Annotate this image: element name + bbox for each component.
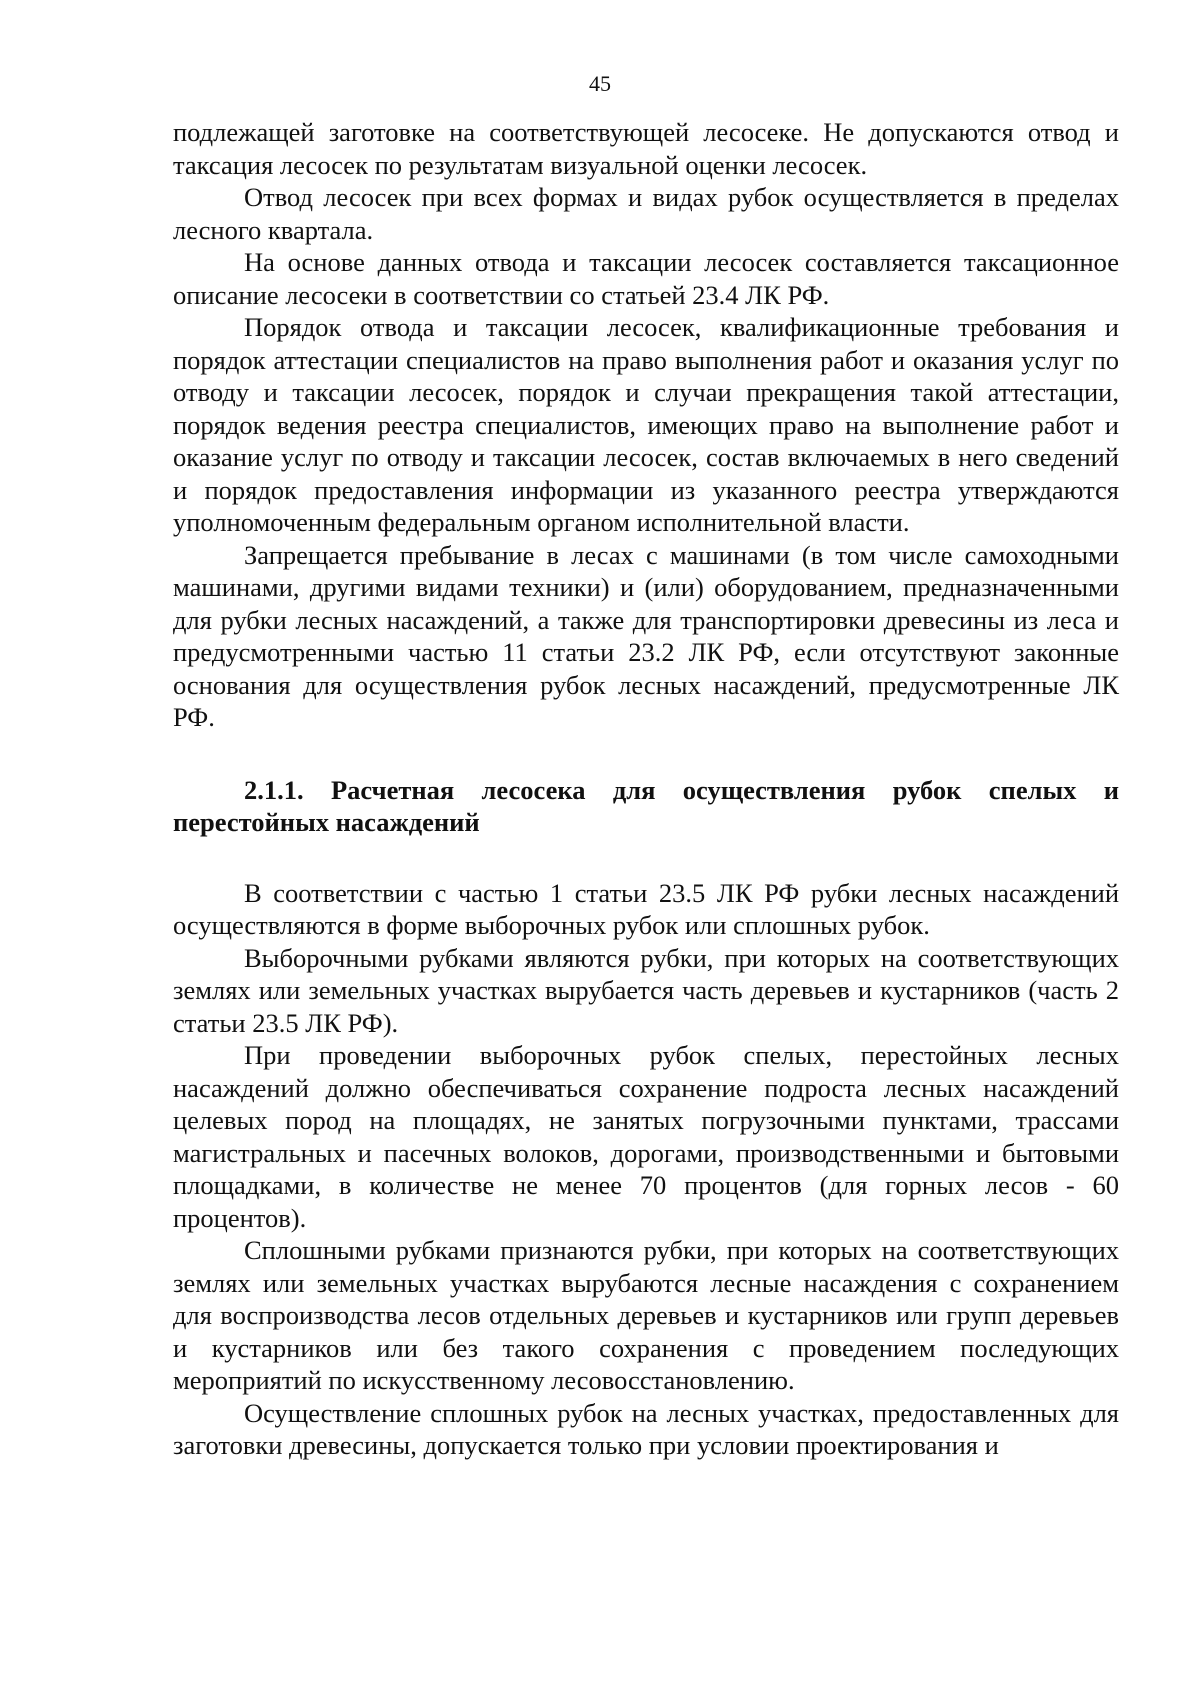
paragraph: Сплошными рубками признаются рубки, при которых на соответствующих землях или земельных участках вырубаются лесные насаждения с сохранением для воспроизводства лесов отдельных деревьев и кустарников или групп деревьев и кустарников или без такого сохранения с проведением последующих мероприятий по искусственному лесовосстановлению. [173, 1235, 1119, 1395]
paragraph: На основе данных отвода и таксации лесосек составляется таксационное описание лесосеки в соответствии со статьей 23.4 ЛК РФ. [173, 247, 1119, 310]
body-text [173, 116, 1119, 1462]
paragraph: В соответствии с частью 1 статьи 23.5 ЛК РФ рубки лесных насаждений осуществляются в форме выборочных рубок или сплошных рубок. [173, 877, 1119, 940]
paragraph: Отвод лесосек при всех формах и видах рубок осуществляется в пределах лесного квартала. [173, 182, 1119, 245]
paragraph: Выборочными рубками являются рубки, при которых на соответствующих землях или земельных участках вырубается часть деревьев и кустарников (часть 2 статьи 23.5 ЛК РФ). [173, 942, 1119, 1038]
paragraph: Осуществление сплошных рубок на лесных участках, предоставленных для заготовки древесины, допускается только при условии проектирования и [173, 1397, 1119, 1460]
page-number: 45 [589, 71, 611, 96]
paragraph-continuation: подлежащей заготовке на соответствующей лесосеке. Не допускаются отвод и таксация лесосек по результатам визуальной оценки лесосек. [173, 117, 1119, 180]
paragraph: Порядок отвода и таксации лесосек, квалификационные требования и порядок аттестации специалистов на право выполнения работ и оказания услуг по отводу и таксации лесосек, порядок и случаи прекращения такой аттестации, порядок ведения реестра специалистов, имеющих право на выполнение работ и оказание услуг по отводу и таксации лесосек, состав включаемых в него сведений и порядок предоставления информации из указанного реестра утверждаются уполномоченным федеральным органом исполнительной власти. [173, 312, 1119, 537]
section-heading: 2.1.1. Расчетная лесосека для осуществления рубок спелых и перестойных насаждений [173, 774, 1119, 837]
paragraph: При проведении выборочных рубок спелых, перестойных лесных насаждений должно обеспечиваться сохранение подроста лесных насаждений целевых пород на площадях, не занятых погрузочными пунктами, трассами магистральных и пасечных волоков, дорогами, производственными и бытовыми площадками, в количестве не менее 70 процентов (для горных лесов - 60 процентов). [173, 1040, 1119, 1233]
paragraph: Запрещается пребывание в лесах с машинами (в том числе самоходными машинами, другими видами техники) и (или) оборудованием, предназначенными для рубки лесных насаждений, а также для транспортировки древесины из леса и предусмотренными частью 11 статьи 23.2 ЛК РФ, если отсутствуют законные основания для осуществления рубок лесных насаждений, предусмотренные ЛК РФ. [173, 539, 1119, 732]
